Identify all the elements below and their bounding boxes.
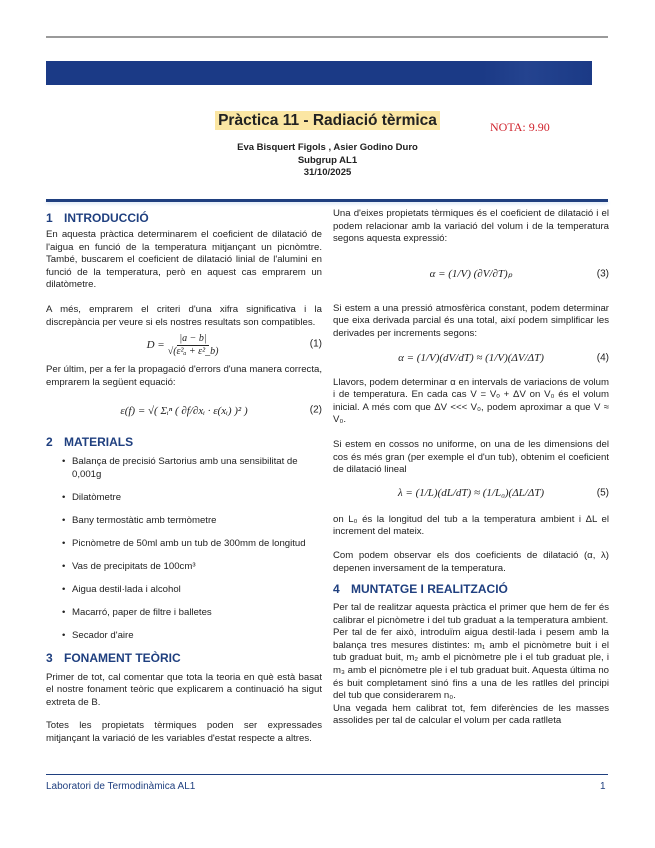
paragraph: Per tal de realitzar aquesta pràctica el primer que hem de fer és calibrar el picnòmetre i del tub graduat a la temperatura ambient. bbox=[333, 602, 609, 626]
section-number: 3 bbox=[46, 650, 53, 665]
section-title: MATERIALS bbox=[64, 435, 134, 450]
section-heading-3 bbox=[46, 651, 322, 665]
page-number: 1 bbox=[600, 781, 606, 792]
equation-number: (1) bbox=[309, 338, 322, 350]
title-divider bbox=[46, 199, 608, 202]
list-item: • Macarró, paper de filtre i balletes bbox=[72, 607, 322, 620]
list-item: • Bany termostàtic amb termòmetre bbox=[72, 515, 322, 528]
left-column bbox=[46, 211, 322, 746]
section-heading-4 bbox=[333, 582, 609, 596]
equation-lhs: D = bbox=[146, 338, 165, 351]
equation-number: (5) bbox=[596, 487, 609, 499]
subgroup: Subgrup AL1 bbox=[297, 154, 358, 166]
section-heading-2 bbox=[46, 435, 322, 449]
equation-expression: ε(f) = √( Σᵢⁿ ( ∂f/∂xᵢ · ε(xᵢ) )² ) bbox=[120, 405, 248, 418]
header-rule bbox=[46, 36, 608, 38]
title-text: Pràctica 11 - Radiació tèrmica bbox=[215, 111, 440, 130]
right-column bbox=[333, 208, 609, 728]
paragraph: En aquesta pràctica determinarem el coeficient de dilatació de l'aigua en funció de la temperatura mitjançant un picnòmtre. També, buscarem el coeficient de dilatació linial de l'alumini en funció de la temperatura, però en aquest cas emprarem un dilatòmetre. bbox=[46, 229, 322, 291]
date: 31/10/2025 bbox=[303, 167, 352, 178]
paragraph: Per tal de fer això, introduïm aigua destil·lada i pesem amb la balança tres mesures distintes: m₁ amb el picnòmetre buit i el tub graduat buit, m₂ amb el picnòmetre ple i el tub graduat ple, i m₃ amb el picnòmetre ple i el tub graduat buit. Aquesta última no és buit completament sinó fins a una de les ratlles del principi del tub que considerarem n₀. bbox=[333, 627, 609, 702]
equation-expression: λ = (1/L)(dL/dT) ≈ (1/L₀)(ΔL/ΔT) bbox=[397, 487, 545, 500]
materials-list bbox=[46, 456, 322, 642]
equation-number: (4) bbox=[596, 352, 609, 364]
denominator: √(ε²ₐ + ε²_b) bbox=[167, 345, 219, 357]
equation-5 bbox=[333, 481, 609, 507]
numerator: |a − b| bbox=[179, 332, 207, 344]
grade-annotation: NOTA: 9.90 bbox=[490, 120, 550, 134]
list-item: • Balança de precisió Sartorius amb una sensibilitat de 0,001g bbox=[72, 456, 322, 481]
section-title: INTRODUCCIÓ bbox=[64, 211, 149, 225]
equation-2 bbox=[46, 396, 322, 426]
footer-title: Laboratori de Termodinàmica AL1 bbox=[46, 781, 196, 792]
fraction bbox=[168, 333, 219, 358]
list-item: • Dilatòmetre bbox=[72, 492, 322, 505]
section-number: 1 bbox=[46, 211, 53, 225]
equation-expression: α = (1/V) (∂V/∂T)ₚ bbox=[429, 268, 513, 281]
section-title: FONAMENT TEÒRIC bbox=[64, 650, 181, 665]
equation-3 bbox=[333, 261, 609, 289]
paragraph: Totes les propietats tèrmiques poden ser expressades mitjançant la variació de les variables d'estat respecte a altres. bbox=[46, 720, 322, 745]
equation-1 bbox=[46, 331, 322, 359]
paragraph: Si estem a una pressió atmosfèrica constant, podem determinar que eixa derivada parcial és una total, així podem simplificar les derivades per increments segons: bbox=[333, 302, 609, 339]
section-number: 4 bbox=[333, 582, 340, 597]
header-banner bbox=[46, 61, 592, 85]
equation-number: (2) bbox=[309, 405, 322, 417]
equation-expression: α = (1/V)(dV/dT) ≈ (1/V)(ΔV/ΔT) bbox=[398, 352, 544, 365]
footer-rule bbox=[46, 774, 608, 775]
list-item: • Picnòmetre de 50ml amb un tub de 300mm de longitud bbox=[72, 538, 322, 551]
equation-4 bbox=[333, 346, 609, 372]
paragraph: Una d'eixes propietats tèrmiques és el coeficient de dilatació i el podem relacionar amb la variació del volum i de la temperatura segons aquesta expressió: bbox=[333, 208, 609, 245]
paragraph: Llavors, podem determinar α en intervals de variacions de volum i de temperatura. En cada cas V = Vₒ + ΔV on V₀ és el volum inicial. A més com que ΔV <<< V₀, podem aproximar a que V ≈ V₀. bbox=[333, 376, 609, 426]
paragraph: A més, emprarem el criteri d'una xifra significativa i la discrepància per veure si els nostres resultats son compatibles. bbox=[46, 303, 322, 328]
authors-block bbox=[0, 142, 655, 180]
list-item: • Vas de precipitats de 100cm³ bbox=[72, 561, 322, 574]
section-number: 2 bbox=[46, 435, 53, 450]
section-heading-1 bbox=[46, 211, 322, 225]
list-item: • Aigua destil·lada i alcohol bbox=[72, 584, 322, 597]
authors: Eva Bisquert Figols , Asier Godino Duro bbox=[237, 142, 418, 153]
section-title: MUNTATGE I REALITZACIÓ bbox=[351, 582, 508, 597]
paragraph: Com podem observar els dos coeficients de dilatació (α, λ) depenen inversament de la temperatura. bbox=[333, 549, 609, 574]
list-item: • Secador d'aire bbox=[72, 630, 322, 643]
equation-number: (3) bbox=[596, 268, 609, 280]
paragraph: Primer de tot, cal comentar que tota la teoria en què està basat el nostre fonament teòric que explicarem a continuació ha sigut extreta de B. bbox=[46, 671, 322, 708]
paragraph: Per últim, per a fer la propagació d'errors d'una manera correcta, emprarem la següent equació: bbox=[46, 364, 322, 388]
paragraph: Si estem en cossos no uniforme, on una de les dimensions del cos és més gran (per exemple el d'un tub), obtenim el coeficient de dilatació lineal bbox=[333, 438, 609, 476]
paragraph: on L₀ és la longitud del tub a la temperatura ambient i ΔL el increment del mateix. bbox=[333, 513, 609, 538]
page-title bbox=[0, 112, 655, 130]
paragraph: Una vegada hem calibrat tot, fem diferències de les masses assolides per tal de calcular el volum per cada ratlleta bbox=[333, 702, 609, 727]
